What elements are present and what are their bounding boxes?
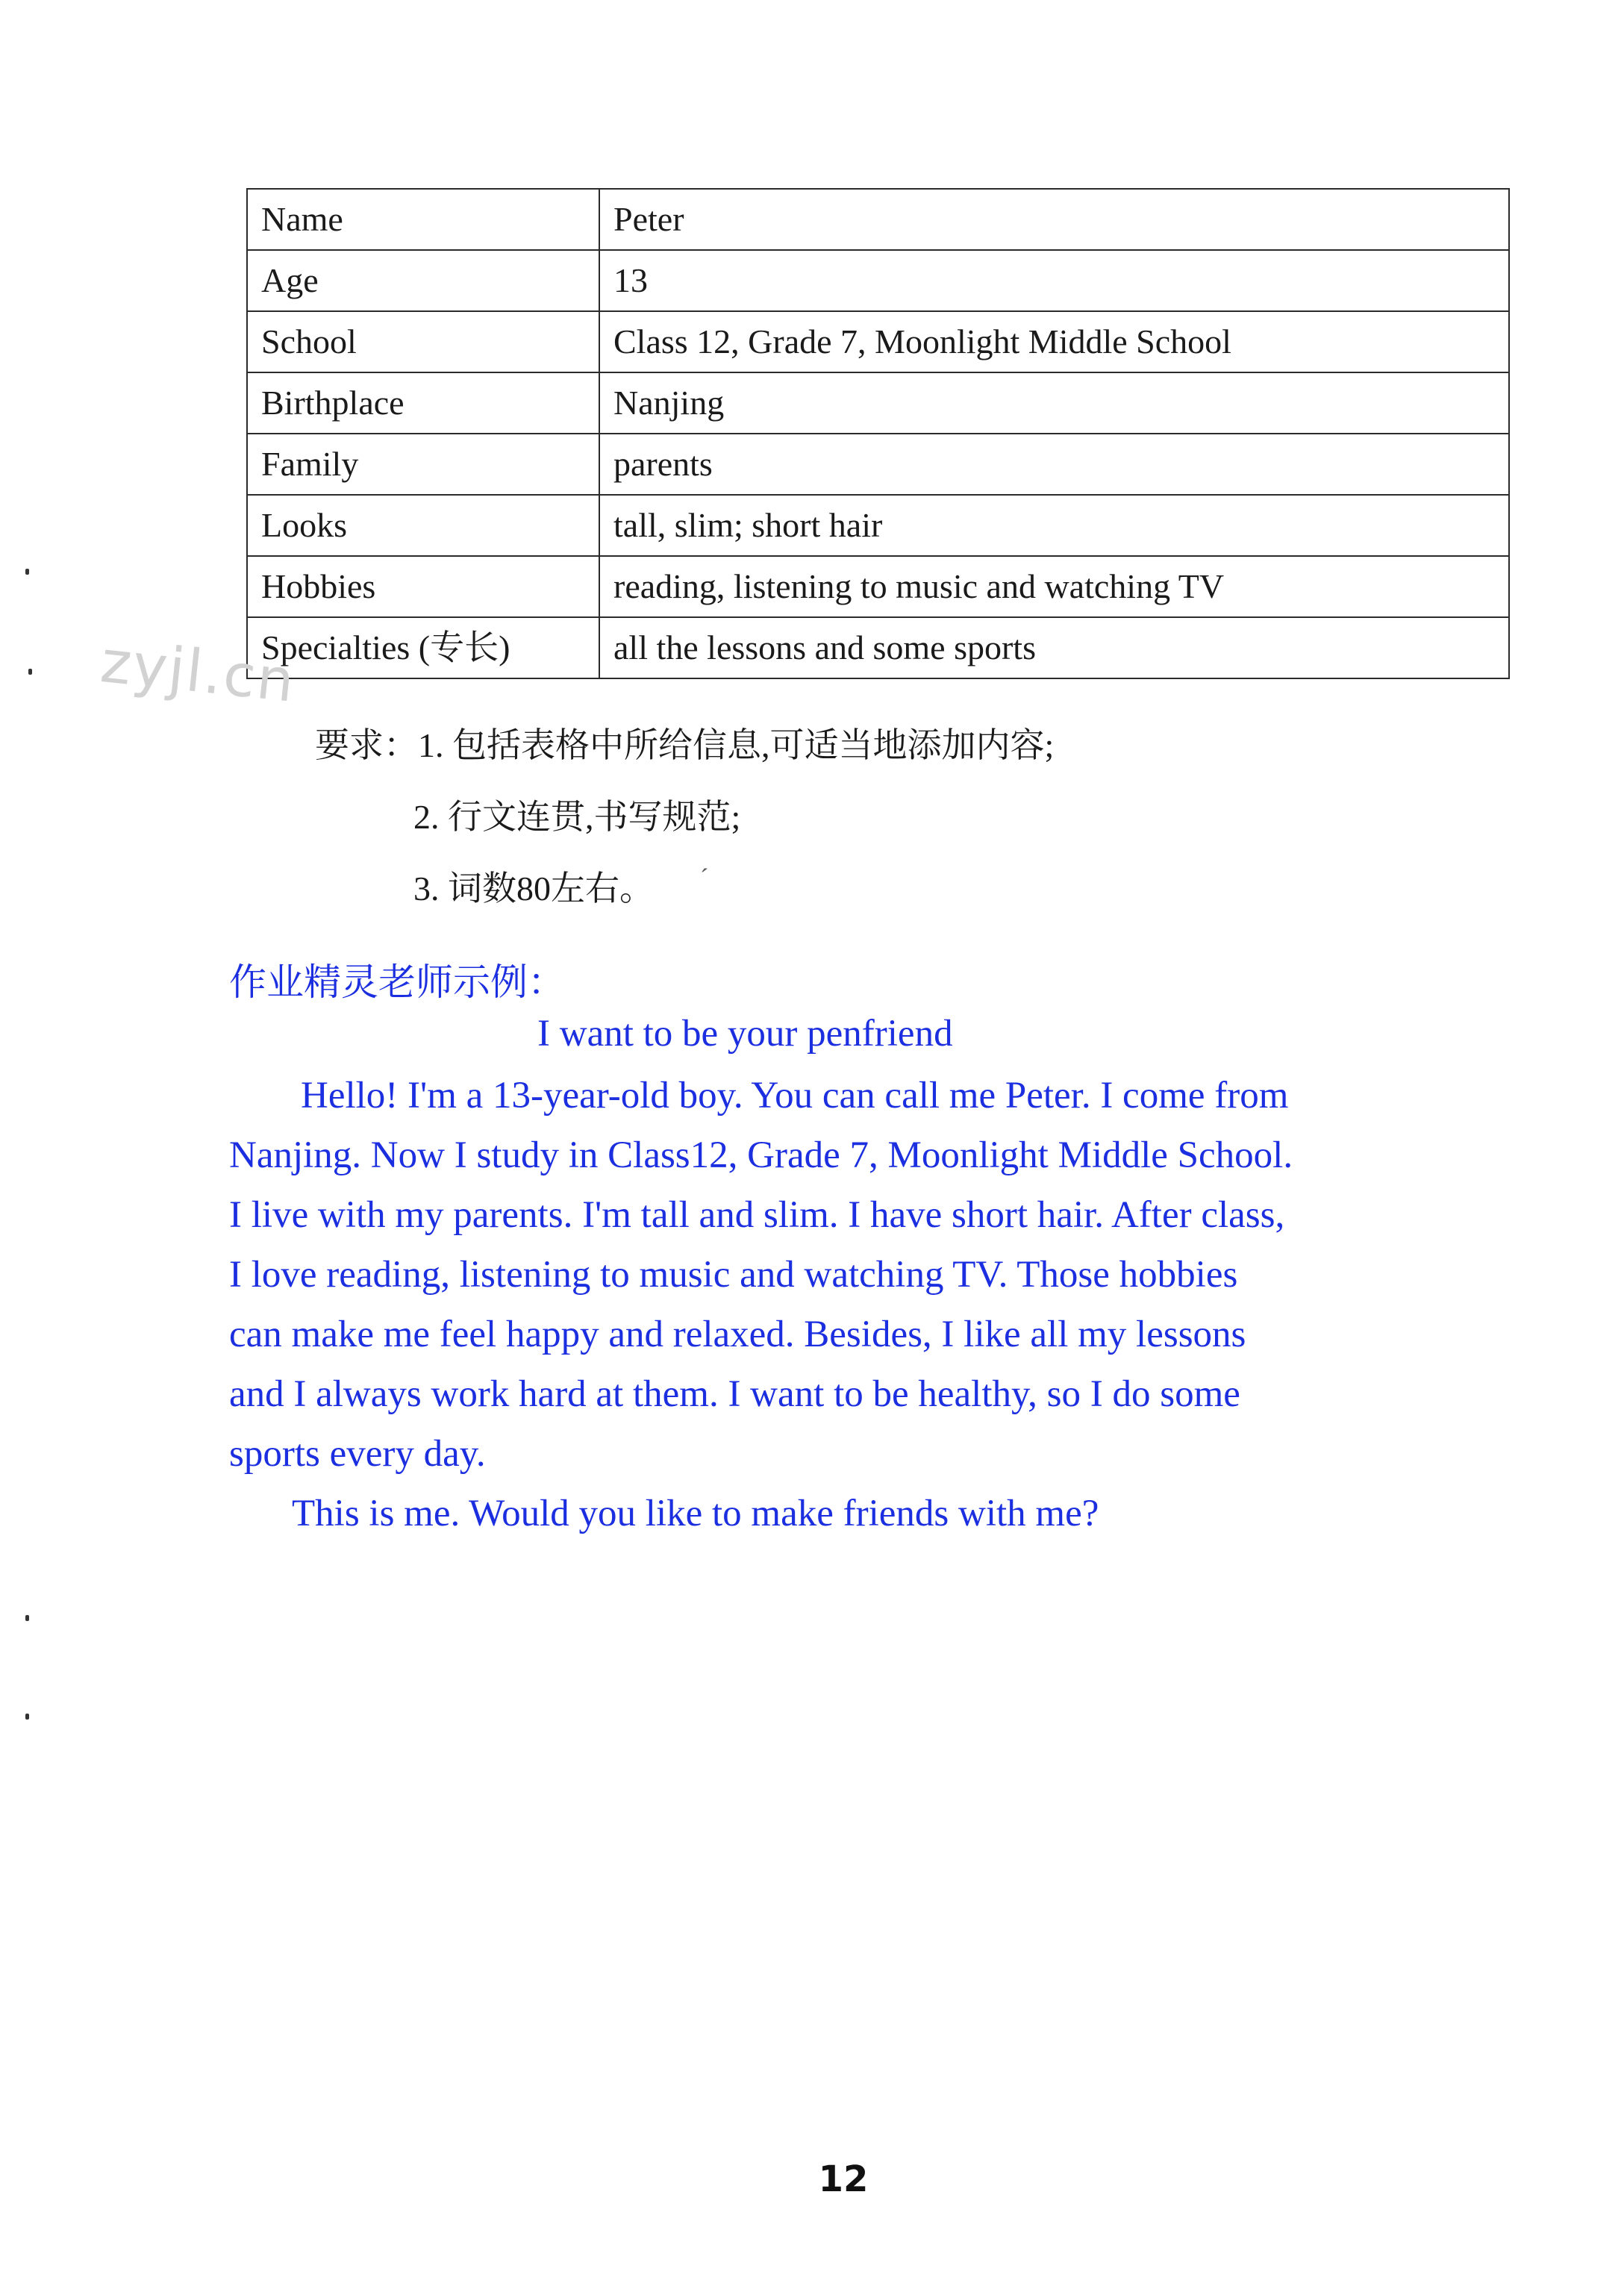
essay-line: I love reading, listening to music and watching TV. Those hobbies (229, 1254, 1238, 1296)
row-label: Name (247, 189, 599, 250)
scan-speck (25, 569, 29, 575)
table-row (247, 189, 1509, 250)
watermark: zyjl.cn (97, 628, 299, 716)
row-label: Looks (247, 495, 599, 556)
row-value: all the lessons and some sports (599, 617, 1509, 678)
essay-line: This is me. Would you like to make friends with me? (292, 1493, 1099, 1534)
row-value: parents (599, 434, 1509, 495)
example-heading: 作业精灵老师示例： (229, 961, 565, 1003)
essay-line: can make me feel happy and relaxed. Besides, I like all my lessons (229, 1314, 1246, 1355)
row-value: Class 12, Grade 7, Moonlight Middle School (599, 311, 1509, 372)
row-label: School (247, 311, 599, 372)
info-table (246, 188, 1510, 679)
essay-title: I want to be your penfriend (537, 1013, 953, 1055)
essay-body (229, 1066, 1423, 1543)
row-value: 13 (599, 250, 1509, 311)
row-label: Birthplace (247, 372, 599, 434)
essay-line: Hello! I'm a 13-year-old boy. You can call me Peter. I come from (301, 1075, 1289, 1117)
requirement-item-1: 要求：1. 包括表格中所给信息,可适当地添加内容; (315, 726, 1055, 764)
table-row (247, 434, 1509, 495)
requirement-item-3: 3. 词数80左右。 (413, 869, 654, 908)
scan-speck (25, 1714, 29, 1720)
table-row (247, 556, 1509, 617)
row-label: Family (247, 434, 599, 495)
row-value: reading, listening to music and watching TV (599, 556, 1509, 617)
table-row (247, 250, 1509, 311)
essay-line: I live with my parents. I'm tall and slim. I have short hair. After class, (229, 1194, 1285, 1236)
row-value: tall, slim; short hair (599, 495, 1509, 556)
essay-line: Nanjing. Now I study in Class12, Grade 7, Moonlight Middle School. (229, 1134, 1293, 1176)
table-row (247, 311, 1509, 372)
essay-line: and I always work hard at them. I want to be healthy, so I do some (229, 1373, 1240, 1415)
row-label: Age (247, 250, 599, 311)
table-row (247, 617, 1509, 678)
row-label: Hobbies (247, 556, 599, 617)
row-label: Specialties (专长) (247, 617, 599, 678)
row-value: Nanjing (599, 372, 1509, 434)
requirement-item-2: 2. 行文连贯,书写规范; (413, 798, 741, 836)
table-row (247, 372, 1509, 434)
page-number-text: 12 (818, 2158, 869, 2200)
scan-speck (28, 669, 32, 675)
essay-line: sports every day. (229, 1433, 486, 1475)
table-row (247, 495, 1509, 556)
page-number (0, 2158, 1624, 2200)
pencil-mark: ˊ (700, 864, 709, 892)
scan-speck (25, 1615, 29, 1621)
row-value: Peter (599, 189, 1509, 250)
